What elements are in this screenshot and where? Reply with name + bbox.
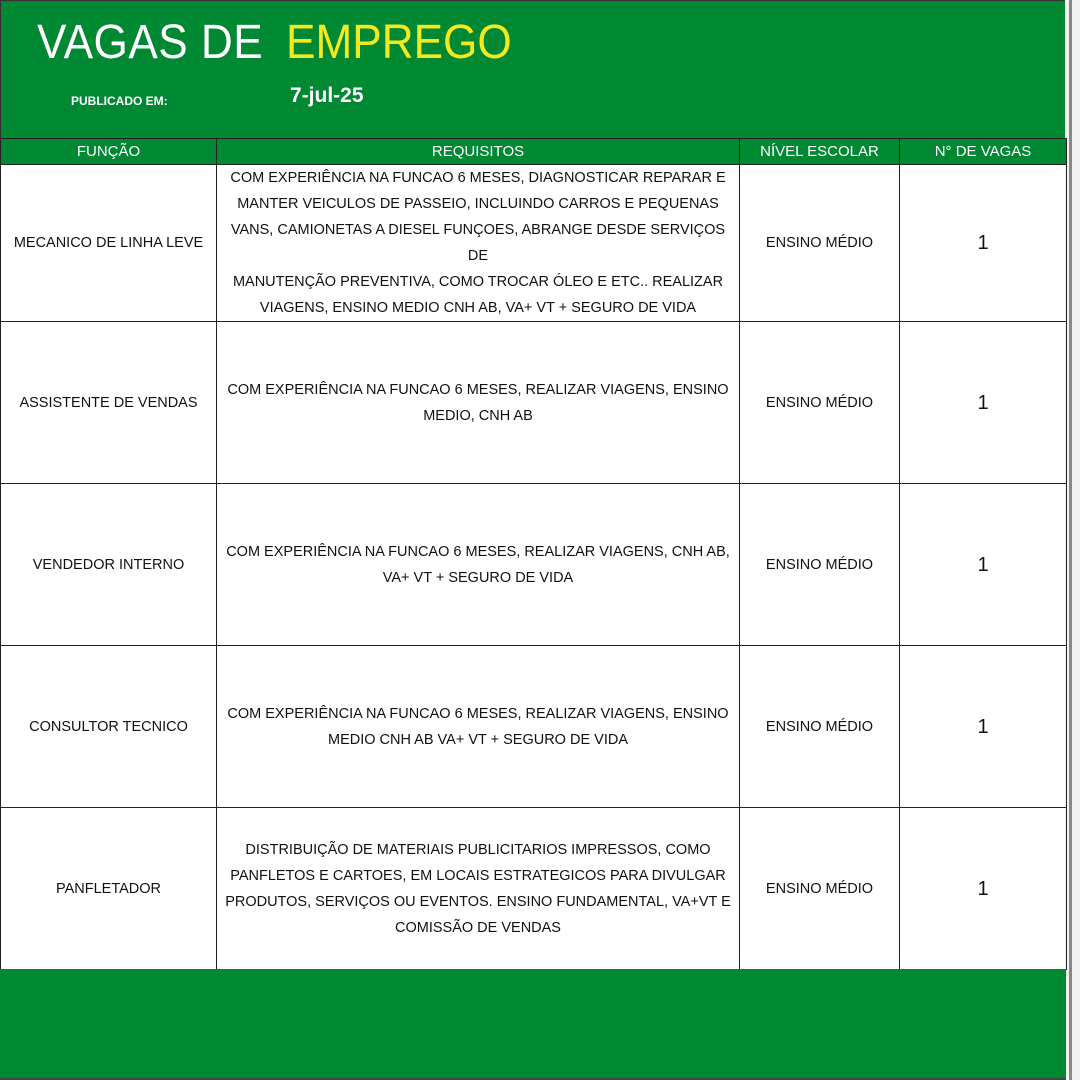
education-level: ENSINO MÉDIO [740,322,900,484]
requirements: DISTRIBUIÇÃO DE MATERIAIS PUBLICITARIOS IMPRESSOS, COMO PANFLETOS E CARTOES, EM LOCAIS ESTRATEGICOS PARA DIVULGAR PRODUTOS, SERVIÇOS OU EVENTOS. ENSINO FUNDAMENTAL, VA+VT E COMISSÃO DE VENDAS [217,808,740,970]
job-title: ASSISTENTE DE VENDAS [1,322,217,484]
col-header-nivel: NÍVEL ESCOLAR [740,139,900,165]
job-title: PANFLETADOR [1,808,217,970]
table-row [1,808,1067,970]
jobs-table [0,138,1067,970]
education-level: ENSINO MÉDIO [740,646,900,808]
table-row [1,646,1067,808]
published-label: PUBLICADO EM: [71,94,168,108]
table-row [1,322,1067,484]
header-banner [0,0,1065,138]
right-edge [1065,0,1080,1080]
requirements: COM EXPERIÊNCIA NA FUNCAO 6 MESES, DIAGNOSTICAR REPARAR E MANTER VEICULOS DE PASSEIO, INCLUINDO CARROS E PEQUENAS VANS, CAMIONETAS A DIESEL FUNÇOES, ABRANGE DESDE SERVIÇOS DE MANUTENÇÃO PREVENTIVA, COMO TROCAR ÓLEO E ETC.. REALIZAR VIAGENS, ENSINO MEDIO CNH AB, VA+ VT + SEGURO DE VIDA [217,165,740,322]
openings-count: 1 [900,484,1067,646]
col-header-vagas: N° DE VAGAS [900,139,1067,165]
col-header-requisitos: REQUISITOS [217,139,740,165]
requirements: COM EXPERIÊNCIA NA FUNCAO 6 MESES, REALIZAR VIAGENS, ENSINO MEDIO, CNH AB [217,322,740,484]
footer-banner [0,969,1066,1080]
published-date: 7-jul-25 [290,84,364,107]
job-title: MECANICO DE LINHA LEVE [1,165,217,322]
openings-count: 1 [900,646,1067,808]
table-header-row [1,139,1067,165]
education-level: ENSINO MÉDIO [740,484,900,646]
job-title: CONSULTOR TECNICO [1,646,217,808]
requirements: COM EXPERIÊNCIA NA FUNCAO 6 MESES, REALIZAR VIAGENS, CNH AB, VA+ VT + SEGURO DE VIDA [217,484,740,646]
table-row [1,484,1067,646]
job-title: VENDEDOR INTERNO [1,484,217,646]
education-level: ENSINO MÉDIO [740,165,900,322]
table-row [1,165,1067,322]
openings-count: 1 [900,322,1067,484]
title-part2: EMPREGO [286,16,512,69]
title-part1: VAGAS DE [37,16,264,69]
openings-count: 1 [900,165,1067,322]
requirements: COM EXPERIÊNCIA NA FUNCAO 6 MESES, REALIZAR VIAGENS, ENSINO MEDIO CNH AB VA+ VT + SEGURO DE VIDA [217,646,740,808]
col-header-funcao: FUNÇÃO [1,139,217,165]
openings-count: 1 [900,808,1067,970]
education-level: ENSINO MÉDIO [740,808,900,970]
